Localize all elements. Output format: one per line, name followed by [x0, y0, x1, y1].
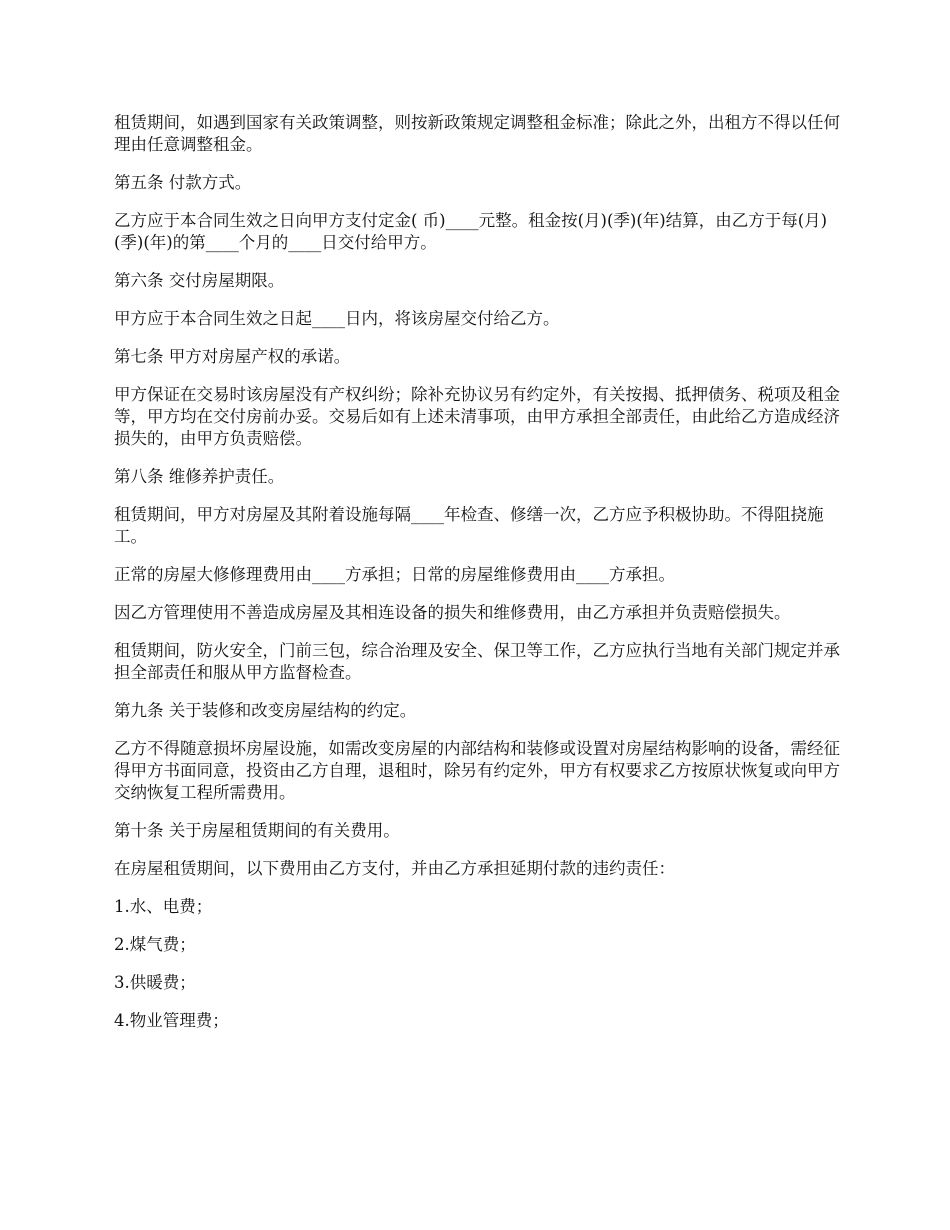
list-item-water-electricity: 1.水、电费；: [114, 897, 213, 916]
document-body: [114, 112, 840, 1048]
list-item-heating: 3.供暖费；: [114, 973, 196, 992]
paragraph-delivery-period: 甲方应于本合同生效之日起____日内，将该房屋交付给乙方。: [114, 309, 560, 328]
paragraph-repair-cost: 正常的房屋大修修理费用由____方承担；日常的房屋维修费用由____方承担。: [114, 565, 675, 584]
list-item-gas: 2.煤气费；: [114, 935, 196, 954]
paragraph-fees-intro: 在房屋租赁期间，以下费用由乙方支付，并由乙方承担延期付款的违约责任：: [114, 859, 675, 878]
paragraph-fire-safety: 租赁期间，防火安全，门前三包，综合治理及安全、保卫等工作，乙方应执行当地有关部门规定并承担全部责任和服从甲方监督检查。: [114, 641, 840, 682]
paragraph-payment-method: 乙方应于本合同生效之日向甲方支付定金( 币)____元整。租金按(月)(季)(年)结算，由乙方于每(月)(季)(年)的第____个月的____日交付给甲方。: [114, 211, 828, 252]
clause-heading-8: 第八条 维修养护责任。: [114, 467, 285, 486]
list-item-property-management: 4.物业管理费；: [114, 1011, 229, 1030]
paragraph-rent-adjustment: 租赁期间，如遇到国家有关政策调整，则按新政策规定调整租金标准；除此之外，出租方不得以任何理由任意调整租金。: [114, 113, 840, 154]
clause-heading-10: 第十条 关于房屋租赁期间的有关费用。: [114, 821, 400, 840]
clause-heading-5: 第五条 付款方式。: [114, 173, 252, 192]
paragraph-renovation: 乙方不得随意损坏房屋设施，如需改变房屋的内部结构和装修或设置对房屋结构影响的设备，需经征得甲方书面同意，投资由乙方自理，退租时，除另有约定外，甲方有权要求乙方按原状恢复或向甲方交纳恢复工程所需费用。: [114, 739, 840, 802]
paragraph-damage-liability: 因乙方管理使用不善造成房屋及其相连设备的损失和维修费用，由乙方承担并负责赔偿损失。: [114, 603, 791, 622]
clause-heading-6: 第六条 交付房屋期限。: [114, 271, 285, 290]
paragraph-inspection-repair: 租赁期间，甲方对房屋及其附着设施每隔____年检查、修缮一次，乙方应予积极协助。不得阻挠施工。: [114, 505, 824, 546]
paragraph-property-right-promise: 甲方保证在交易时该房屋没有产权纠纷；除补充协议另有约定外，有关按揭、抵押债务、税项及租金等，甲方均在交付房前办妥。交易后如有上述未清事项，由甲方承担全部责任，由此给乙方造成经济损失的，由甲方负责赔偿。: [114, 385, 840, 448]
clause-heading-9: 第九条 关于装修和改变房屋结构的约定。: [114, 701, 417, 720]
clause-heading-7: 第七条 甲方对房屋产权的承诺。: [114, 347, 351, 366]
